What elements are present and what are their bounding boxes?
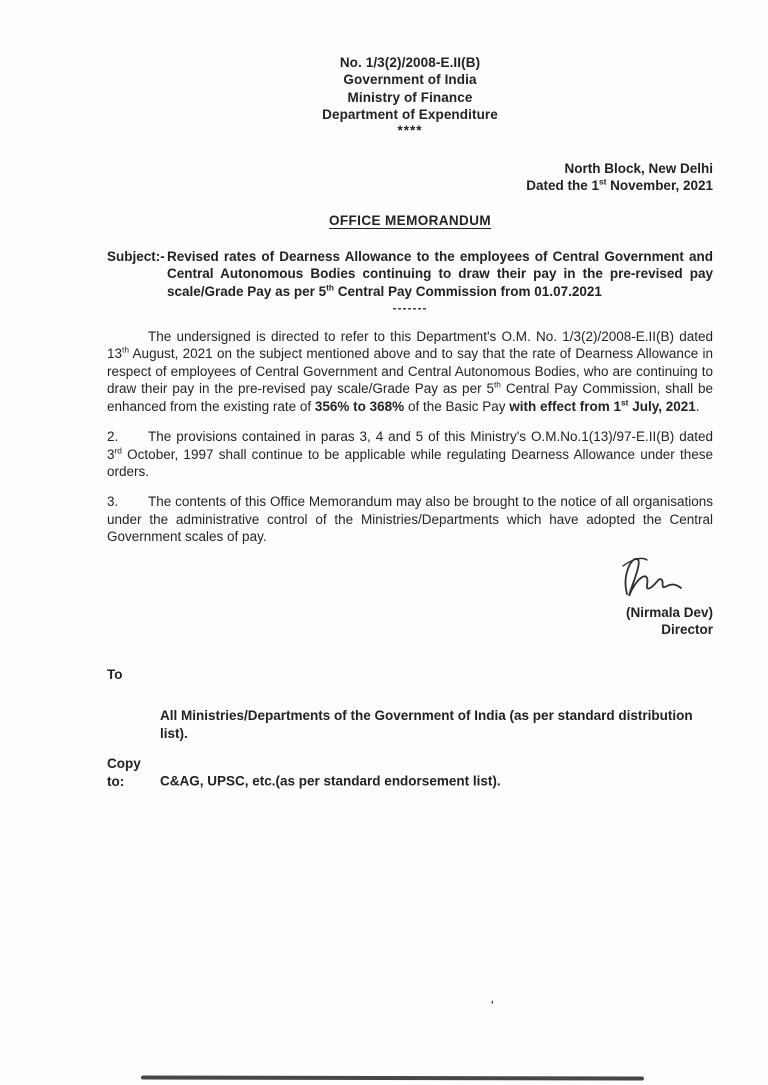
org-department: Department of Expenditure <box>322 107 498 123</box>
dateline <box>107 160 713 195</box>
copy-to-line <box>107 755 713 790</box>
para1-ordinal: th <box>122 344 130 355</box>
para2-number: 2. <box>107 429 119 445</box>
subject-block <box>107 248 713 300</box>
para1-bold-effect: with effect from 1 <box>509 398 622 414</box>
date-text: Dated the 1 <box>526 178 599 194</box>
subject-ordinal: th <box>326 282 334 293</box>
paragraph-2 <box>107 428 713 480</box>
para1-bold-ordinal: st <box>621 397 629 408</box>
scan-bottom-line <box>141 1075 644 1080</box>
date-ordinal: st <box>598 176 607 187</box>
para2-ordinal: rd <box>114 445 122 455</box>
copy-to-label: Copy to: <box>107 756 141 789</box>
subject-run-2: Central Pay Commission from 01.07.2021 <box>334 283 602 299</box>
para1-bold-date: July, 2021 <box>628 398 696 414</box>
letterhead <box>107 54 713 138</box>
signatory-designation: Director <box>661 621 713 637</box>
para3-run: The contents of this Office Memorandum may also be brought to the notice of all organisations under the administrative control of the Ministries/Departments which have adopted the Central Government scales of pay. <box>107 494 713 545</box>
subject-text <box>167 248 713 300</box>
subject-label: Subject:- <box>107 248 165 264</box>
org-government: Government of India <box>343 72 477 88</box>
para2-run: The provisions contained in paras 3, 4 and 5 of this Ministry's O.M.No.1(13)/97-E.II(B) dated 3 <box>107 429 713 462</box>
date-text-2: November, 2021 <box>606 178 713 194</box>
para1-run-3: Central Pay Commission, shall be enhanced from the existing rate of <box>107 381 713 414</box>
place-line: North Block, New Delhi <box>564 160 713 176</box>
para1-bold-rate: 356% to 368% <box>314 398 405 414</box>
para1-run-2: August, 2021 on the subject mentioned above and to say that the rate of Dearness Allowance in respect of employees of Central Government and Central Autonomous Bodies, who are continuing to draw their pay in the pre-revised pay scale/Grade Pay as per 5 <box>107 346 713 397</box>
separator-stars: **** <box>397 122 423 138</box>
signatory-name: (Nirmala Dev) <box>625 604 713 620</box>
paragraph-1 <box>107 328 713 415</box>
para1-ordinal-2: th <box>493 379 501 390</box>
para1-run-4: of the Basic Pay <box>404 398 510 414</box>
date-line <box>107 177 713 194</box>
signature-block <box>107 552 713 638</box>
signature-scribble <box>617 552 691 600</box>
para1-run: The undersigned is directed to refer to this Department's O.M. No. 1/3(2)/2008-E.II(B) dated 13 <box>107 329 713 362</box>
scan-stray-mark: ’ <box>488 997 495 1016</box>
paragraph-3 <box>107 493 713 545</box>
reference-number: No. 1/3(2)/2008-E.II(B) <box>339 55 481 70</box>
addressee-label: To <box>107 666 123 682</box>
subject-run: Revised rates of Dearness Allowance to the employees of Central Government and Central Autonomous Bodies continuing to draw their pay in the pre-revised pay scale/Grade Pay as per 5 <box>167 248 713 299</box>
subject-underline-dashes: ------- <box>392 301 428 316</box>
document-title: OFFICE MEMORANDUM <box>328 213 492 229</box>
distribution-line: All Ministries/Departments of the Government of India (as per standard distribution list). <box>160 708 693 741</box>
copy-to-text: C&AG, UPSC, etc.(as per standard endorsement list). <box>160 773 501 789</box>
title-wrap <box>107 212 713 229</box>
org-ministry: Ministry of Finance <box>347 89 473 105</box>
para2-run-2: October, 1997 shall continue to be applicable while regulating Dearness Allowance under these orders. <box>107 446 713 479</box>
para1-run-5: . <box>695 398 700 414</box>
para3-number: 3. <box>107 494 119 510</box>
